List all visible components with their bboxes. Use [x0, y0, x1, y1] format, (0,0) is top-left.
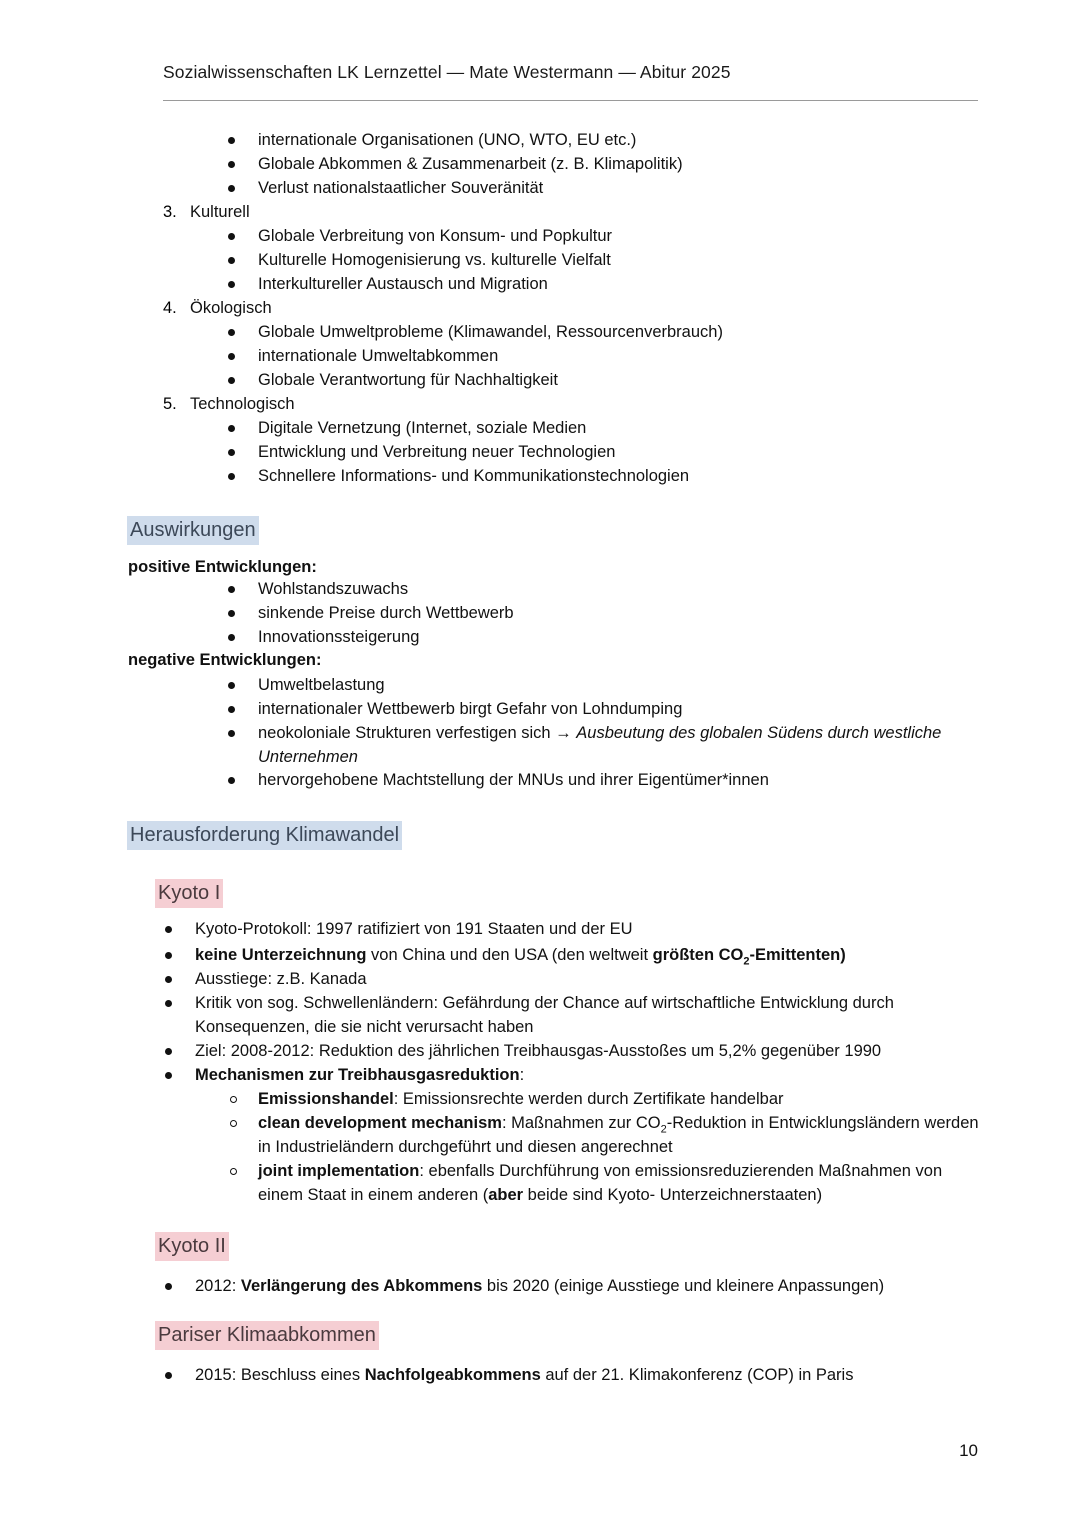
- list-number-3: 3.: [163, 203, 177, 221]
- heading-auswirkungen: Auswirkungen: [127, 516, 259, 545]
- list-item-keine-unterzeichnung: [195, 944, 846, 968]
- list-item: Verlust nationalstaatlicher Souveränität: [258, 179, 544, 197]
- mechanismen-colon: :: [519, 1066, 525, 1084]
- list-item-kyoto2: [195, 1275, 884, 1299]
- list-number-5: 5.: [163, 395, 177, 413]
- bullet-icon: [228, 777, 235, 784]
- bullet-icon: [228, 185, 235, 192]
- list-number-4: 4.: [163, 299, 177, 317]
- list-item: Globale Umweltprobleme (Klimawandel, Ressourcenverbrauch): [258, 323, 723, 341]
- paris-post: auf der 21. Klimakonferenz (COP) in Paris: [540, 1366, 854, 1384]
- ji-rest-b: beide sind Kyoto- Unterzeichnerstaaten): [523, 1185, 823, 1204]
- list-item-label-technologisch: Technologisch: [190, 395, 295, 413]
- neokolonial-italic: Ausbeutung des globalen Südens durch westliche Unternehmen: [258, 724, 942, 766]
- bullet-icon: [228, 329, 235, 336]
- bold-nachfolgeabkommens: Nachfolgeabkommens: [364, 1366, 541, 1384]
- bold-keine-unterzeichnung: keine Unterzeichnung: [195, 946, 367, 964]
- heading-kyoto-1: Kyoto I: [155, 879, 223, 908]
- cdm-rest-a: : Maßnahmen zur CO: [501, 1114, 661, 1132]
- bold-joint-implementation: joint implementation: [258, 1162, 420, 1180]
- kyoto2-pre: 2012:: [195, 1277, 241, 1295]
- bullet-icon: [228, 634, 235, 641]
- heading-pariser-klimaabkommen: Pariser Klimaabkommen: [155, 1321, 379, 1350]
- bold-mechanismen: Mechanismen zur Treibhausgasreduktion: [195, 1066, 520, 1084]
- list-item: Globale Verbreitung von Konsum- und Popkultur: [258, 227, 613, 245]
- co2-suffix: -Emittenten): [749, 946, 846, 964]
- page-header: Sozialwissenschaften LK Lernzettel — Mate Westermann — Abitur 2025: [163, 62, 731, 82]
- list-item-ziel: Ziel: 2008-2012: Reduktion des jährlichen Treibhausgas-Ausstoßes um 5,2% gegenüber 1990: [195, 1042, 882, 1060]
- list-item-label-kulturell: Kulturell: [190, 203, 250, 221]
- co2-prefix: größten CO: [652, 946, 744, 964]
- bold-aber: aber: [488, 1185, 524, 1204]
- list-item: internationale Umweltabkommen: [258, 347, 499, 365]
- bullet-icon: [228, 281, 235, 288]
- list-item-mechanismen: [195, 1064, 524, 1088]
- bullet-icon: [165, 976, 172, 983]
- bullet-icon: [165, 1000, 172, 1007]
- list-item: Digitale Vernetzung (Internet, soziale Medien: [258, 419, 587, 437]
- sub-list-item-emissionshandel: [258, 1088, 784, 1112]
- list-item: Innovationssteigerung: [258, 628, 420, 646]
- sub-bullet-icon: [230, 1120, 237, 1127]
- list-item: Ausstiege: z.B. Kanada: [195, 970, 367, 988]
- bold-emissionshandel: Emissionshandel: [258, 1090, 394, 1108]
- list-item-paris: [195, 1364, 853, 1388]
- paris-pre: 2015: Beschluss eines: [195, 1366, 365, 1384]
- bullet-icon: [165, 952, 172, 959]
- bullet-icon: [228, 706, 235, 713]
- page-number: 10: [959, 1441, 978, 1460]
- bold-clean-development-mechanism: clean development mechanism: [258, 1114, 502, 1132]
- list-item: Wohlstandszuwachs: [258, 580, 409, 598]
- bullet-icon: [228, 682, 235, 689]
- bullet-icon: [228, 425, 235, 432]
- bullet-icon: [165, 1048, 172, 1055]
- list-item: Umweltbelastung: [258, 676, 385, 694]
- bullet-icon: [228, 377, 235, 384]
- list-item-kritik: Kritik von sog. Schwellenländern: Gefährdung der Chance auf wirtschaftliche Entwicklung durch Konsequenzen, die sie nicht verursacht haben: [195, 994, 894, 1036]
- list-item: Globale Verantwortung für Nachhaltigkeit: [258, 371, 558, 389]
- bullet-icon: [228, 233, 235, 240]
- bullet-icon: [165, 1072, 172, 1079]
- sub-list-item-joint-implementation: [258, 1160, 986, 1207]
- list-item: Interkultureller Austausch und Migration: [258, 275, 548, 293]
- neokolonial-plain: neokoloniale Strukturen verfestigen sich →: [258, 724, 577, 742]
- heading-herausforderung-klimawandel: Herausforderung Klimawandel: [127, 821, 402, 850]
- cdm-rest-b: -Reduktion in Entwicklungsländern werden in Industrieländern durchgeführt und diesen angerechnet: [258, 1114, 979, 1156]
- co2-subscript: 2: [743, 955, 750, 968]
- bullet-icon: [165, 1283, 172, 1290]
- bullet-icon: [228, 473, 235, 480]
- list-item: sinkende Preise durch Wettbewerb: [258, 604, 514, 622]
- label-positive-entwicklungen: positive Entwicklungen:: [128, 558, 317, 576]
- list-item: Kyoto-Protokoll: 1997 ratifiziert von 191 Staaten und der EU: [195, 920, 633, 938]
- bullet-icon: [165, 1372, 172, 1379]
- bold-groessten-co2: [652, 946, 846, 968]
- bullet-icon: [228, 137, 235, 144]
- sub-bullet-icon: [230, 1168, 237, 1175]
- kyoto2-post: bis 2020 (einige Ausstiege und kleinere Anpassungen): [482, 1277, 885, 1295]
- header-divider: [163, 100, 978, 101]
- list-item: Globale Abkommen & Zusammenarbeit (z. B. Klimapolitik): [258, 155, 683, 173]
- sub-list-item-cdm: [258, 1112, 983, 1159]
- label-negative-entwicklungen: negative Entwicklungen:: [128, 651, 322, 669]
- text-mid: von China und den USA (den weltweit: [366, 946, 653, 964]
- bullet-icon: [228, 610, 235, 617]
- list-item-label-oekologisch: Ökologisch: [190, 299, 272, 317]
- bullet-icon: [165, 926, 172, 933]
- bullet-icon: [228, 449, 235, 456]
- bold-verlaengerung: Verlängerung des Abkommens: [240, 1277, 483, 1295]
- ji-rest-a: : ebenfalls Durchführung von emissionsreduzierenden Maßnahmen von einem Staat in einem anderen (: [258, 1162, 943, 1204]
- list-item: Kulturelle Homogenisierung vs. kulturelle Vielfalt: [258, 251, 611, 269]
- bullet-icon: [228, 353, 235, 360]
- bullet-icon: [228, 257, 235, 264]
- bullet-icon: [228, 586, 235, 593]
- list-item-neokolonial: [258, 722, 948, 769]
- emissionshandel-rest: : Emissionsrechte werden durch Zertifikate handelbar: [393, 1090, 784, 1108]
- list-item: Entwicklung und Verbreitung neuer Technologien: [258, 443, 616, 461]
- list-item: internationaler Wettbewerb birgt Gefahr von Lohndumping: [258, 700, 683, 718]
- co2-subscript: 2: [660, 1123, 667, 1136]
- bullet-icon: [228, 730, 235, 737]
- list-item: internationale Organisationen (UNO, WTO, EU etc.): [258, 131, 637, 149]
- list-item: Schnellere Informations- und Kommunikationstechnologien: [258, 467, 690, 485]
- list-item: hervorgehobene Machtstellung der MNUs und ihrer Eigentümer*innen: [258, 771, 769, 789]
- bullet-icon: [228, 161, 235, 168]
- heading-kyoto-2: Kyoto II: [155, 1232, 229, 1261]
- sub-bullet-icon: [230, 1096, 237, 1103]
